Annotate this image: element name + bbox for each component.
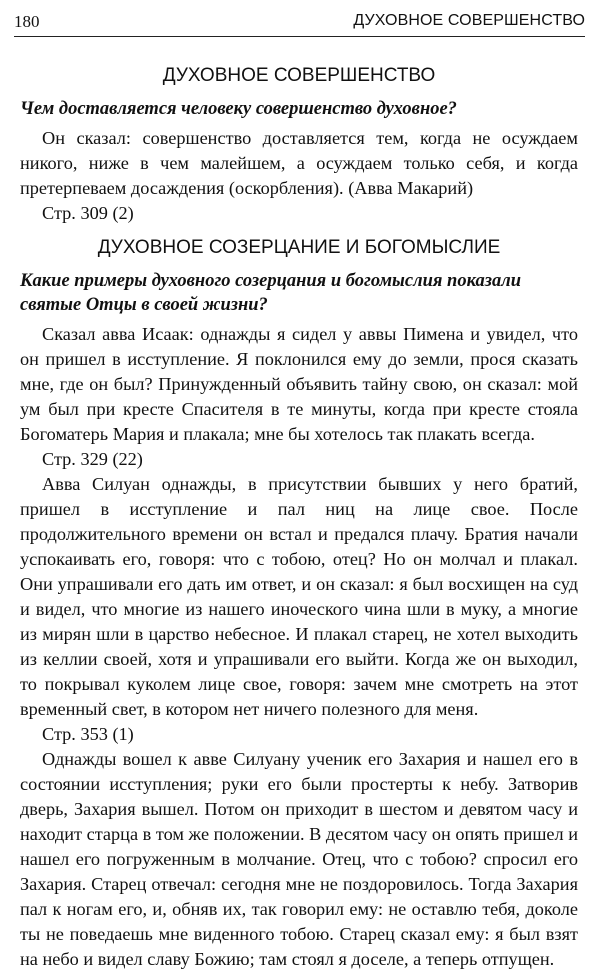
section-title: ДУХОВНОЕ СОВЕРШЕНСТВО: [162, 65, 436, 86]
running-title: ДУХОВНОЕ СОВЕРШЕНСТВО: [353, 12, 585, 29]
paragraph: Однажды вошел к авве Силуану ученик его Захария и нашел его в состоянии исступления; руки его были простерты к небу. Затворив дверь, Захария вышел. Потом он приходит в шестом и девятом часу и находит старца в том же положении. В десятом часу он опять пришел и нашел его погруженным в молчание. Отец, что с тобою? спросил его Захария. Старец отвечал: сегодня мне не поздоровилось. Тогда Захария пал к ногам его, и, обняв их, так говорил ему: не оставлю тебя, доколе ты не поведаешь мне виденного тобою. Старец сказал ему: я был взят на небо и видел славу Божию; там стоял я доселе, а теперь отпущен.: [20, 749, 578, 969]
page-reference: Стр. 353 (1): [42, 724, 134, 744]
paragraph: Авва Силуан однажды, в присутствии бывших у него братий, пришел в исступление и пал ниц на лице свое. После продолжительного времени он встал и предался плачу. Братия начали успокаивать его, говоря: что с тобою, отец? Но он молчал и плакал. Они упрашивали его дать им ответ, и он сказал: я был восхищен на суд и видел, что многие из нашего иноческого чина шли в муку, а многие из мирян шли в царство небесное. И плакал старец, не хотел выходить из келлии своей, хотя и упрашивали его выйти. Когда же он выходил, то покрывал куколем лице свое, говоря: зачем мне смотреть на этот временный свет, в котором нет ничего полезного для меня.: [20, 474, 578, 719]
paragraph: Сказал авва Исаак: однажды я сидел у аввы Пимена и увидел, что он пришел в исступление. Я поклонился ему до земли, прося сказать мне, где он был? Принужденный объявить тайну свою, он сказал: мой ум был при кресте Спасителя в те минуты, когда при кресте стояла Богоматерь Мария и плакала; мне бы хотелось так плакать всегда.: [20, 324, 578, 444]
page-body: [20, 64, 578, 972]
section-title: ДУХОВНОЕ СОЗЕРЦАНИЕ И БОГОМЫСЛИЕ: [97, 237, 501, 258]
page-reference: Стр. 329 (22): [42, 449, 143, 469]
section-question: Чем доставляется человеку совершенство духовное?: [20, 99, 457, 119]
running-header: [14, 6, 585, 37]
page-reference: Стр. 309 (2): [42, 203, 134, 223]
section-question: Какие примеры духовного созерцания и богомыслия показали святые Отцы в своей жизни?: [20, 271, 521, 315]
paragraph: Он сказал: совершенство доставляется тем, когда не осуждаем никого, ниже в чем малейшем, а осуждаем только себя, и когда претерпеваем досаждения (оскорбления). (Авва Макарий): [20, 128, 578, 198]
page-number: 180: [14, 12, 40, 31]
